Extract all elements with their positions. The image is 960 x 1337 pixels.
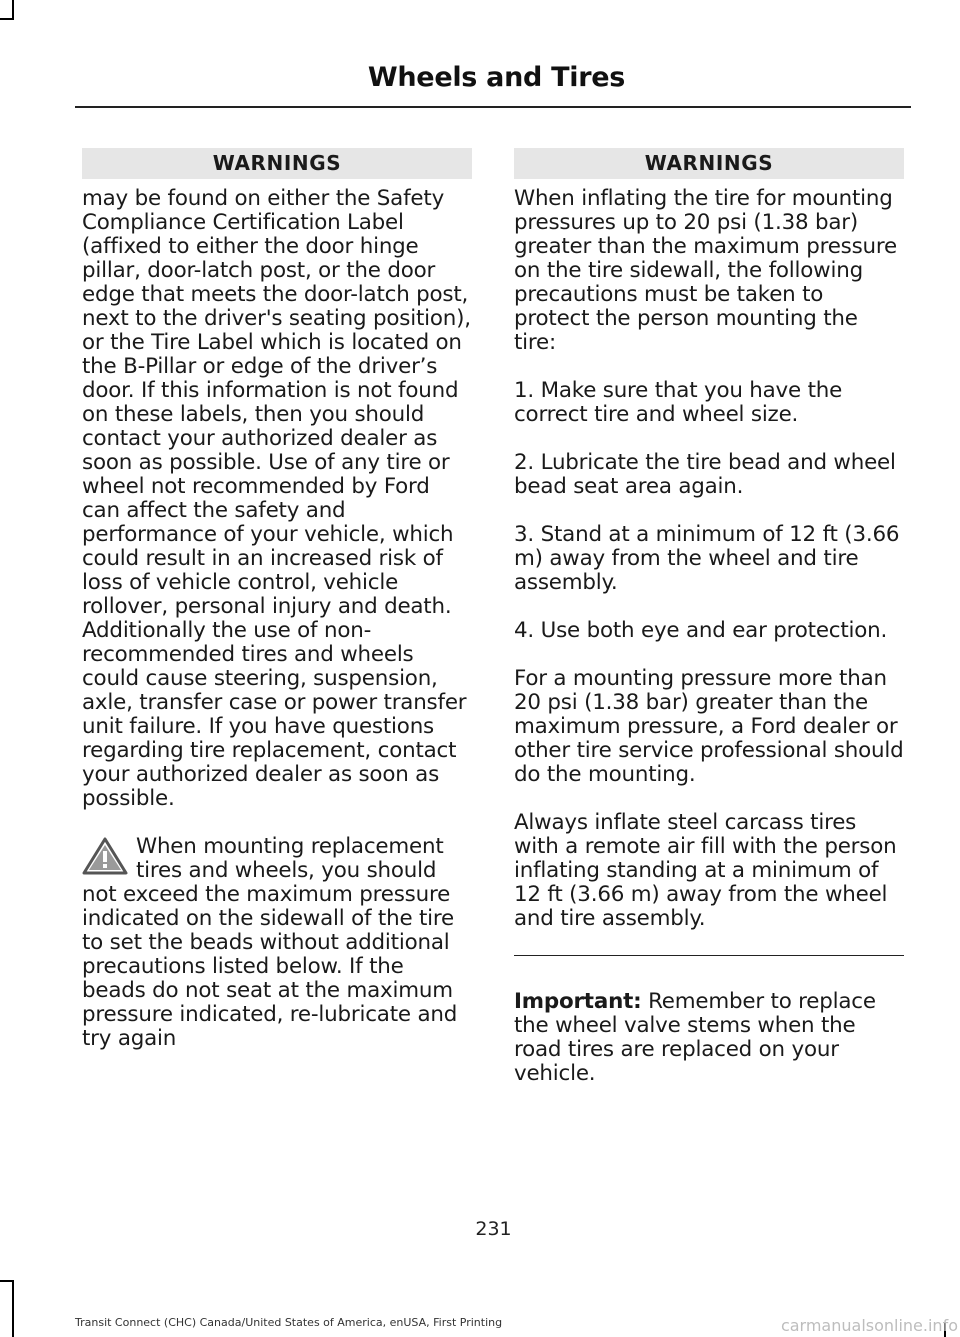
remote-fill-note: Always inflate steel carcass tires with a remote air fill with the person inflating standing at a minimum of 12 ft (3.66 m) away from the wheel and tire assembly. <box>514 810 897 931</box>
left-column <box>82 148 472 1051</box>
footer-publication-info: Transit Connect (CHC) Canada/United States of America, enUSA, First Printing <box>75 1316 503 1329</box>
warning-triangle-icon <box>82 837 128 875</box>
inflation-intro: When inflating the tire for mounting pressures up to 20 psi (1.38 bar) greater than the maximum pressure on the tire sidewall, the following precautions must be taken to protect the person mounting the tire: <box>514 186 897 355</box>
crop-mark-bottom-left-horizontal <box>0 1280 14 1282</box>
warnings-heading: WARNINGS <box>514 148 904 179</box>
crop-mark-bottom-left-vertical <box>12 1280 14 1337</box>
step-item: 4. Use both eye and ear protection. <box>514 618 888 643</box>
site-watermark: carmanualsonline.info <box>780 1316 958 1335</box>
crop-mark-top-left-vertical <box>12 0 14 20</box>
mounting-warning-block <box>82 835 472 1051</box>
title-divider <box>75 106 911 108</box>
mounting-warning-text: When mounting replacement tires and wheels, you should not exceed the maximum pressure indicated on the sidewall of the tire to set the beads without additional precautions listed below. If the beads do not seat at the maximum pressure indicated, re-lubricate and try again <box>82 834 458 1051</box>
warnings-heading: WARNINGS <box>82 148 472 179</box>
dealer-note: For a mounting pressure more than 20 psi (1.38 bar) greater than the maximum pressure, a Ford dealer or other tire service professional should do the mounting. <box>514 666 904 787</box>
crop-mark-top-left-horizontal <box>0 18 14 20</box>
important-text: Remember to replace the wheel valve stems when the road tires are replaced on your vehicle. <box>514 989 876 1086</box>
page-number: 231 <box>475 1218 512 1240</box>
important-note <box>514 990 904 1086</box>
safety-label-paragraph: may be found on either the Safety Compliance Certification Label (affixed to either the door hinge pillar, door-latch post, or the door edge that meets the door-latch post, next to the driver's seating position), or the Tire Label which is located on the B-Pillar or edge of the driver’s door. If this information is not found on these labels, then you should contact your authorized dealer as soon as possible. Use of any tire or wheel not recommended by Ford can affect the safety and performance of your vehicle, which could result in an increased risk of loss of vehicle control, vehicle rollover, personal injury and death. Additionally the use of non-recommended tires and wheels could cause steering, suspension, axle, transfer case or power transfer unit failure. If you have questions regarding tire replacement, contact your authorized dealer as soon as possible. <box>82 186 471 811</box>
page-title: Wheels and Tires <box>367 62 625 93</box>
important-label: Important: <box>514 989 642 1014</box>
step-item: 1. Make sure that you have the correct tire and wheel size. <box>514 378 843 427</box>
section-divider <box>514 955 904 956</box>
step-item: 3. Stand at a minimum of 12 ft (3.66 m) away from the wheel and tire assembly. <box>514 522 900 595</box>
step-item: 2. Lubricate the tire bead and wheel bead seat area again. <box>514 450 896 499</box>
right-column <box>514 148 904 1110</box>
